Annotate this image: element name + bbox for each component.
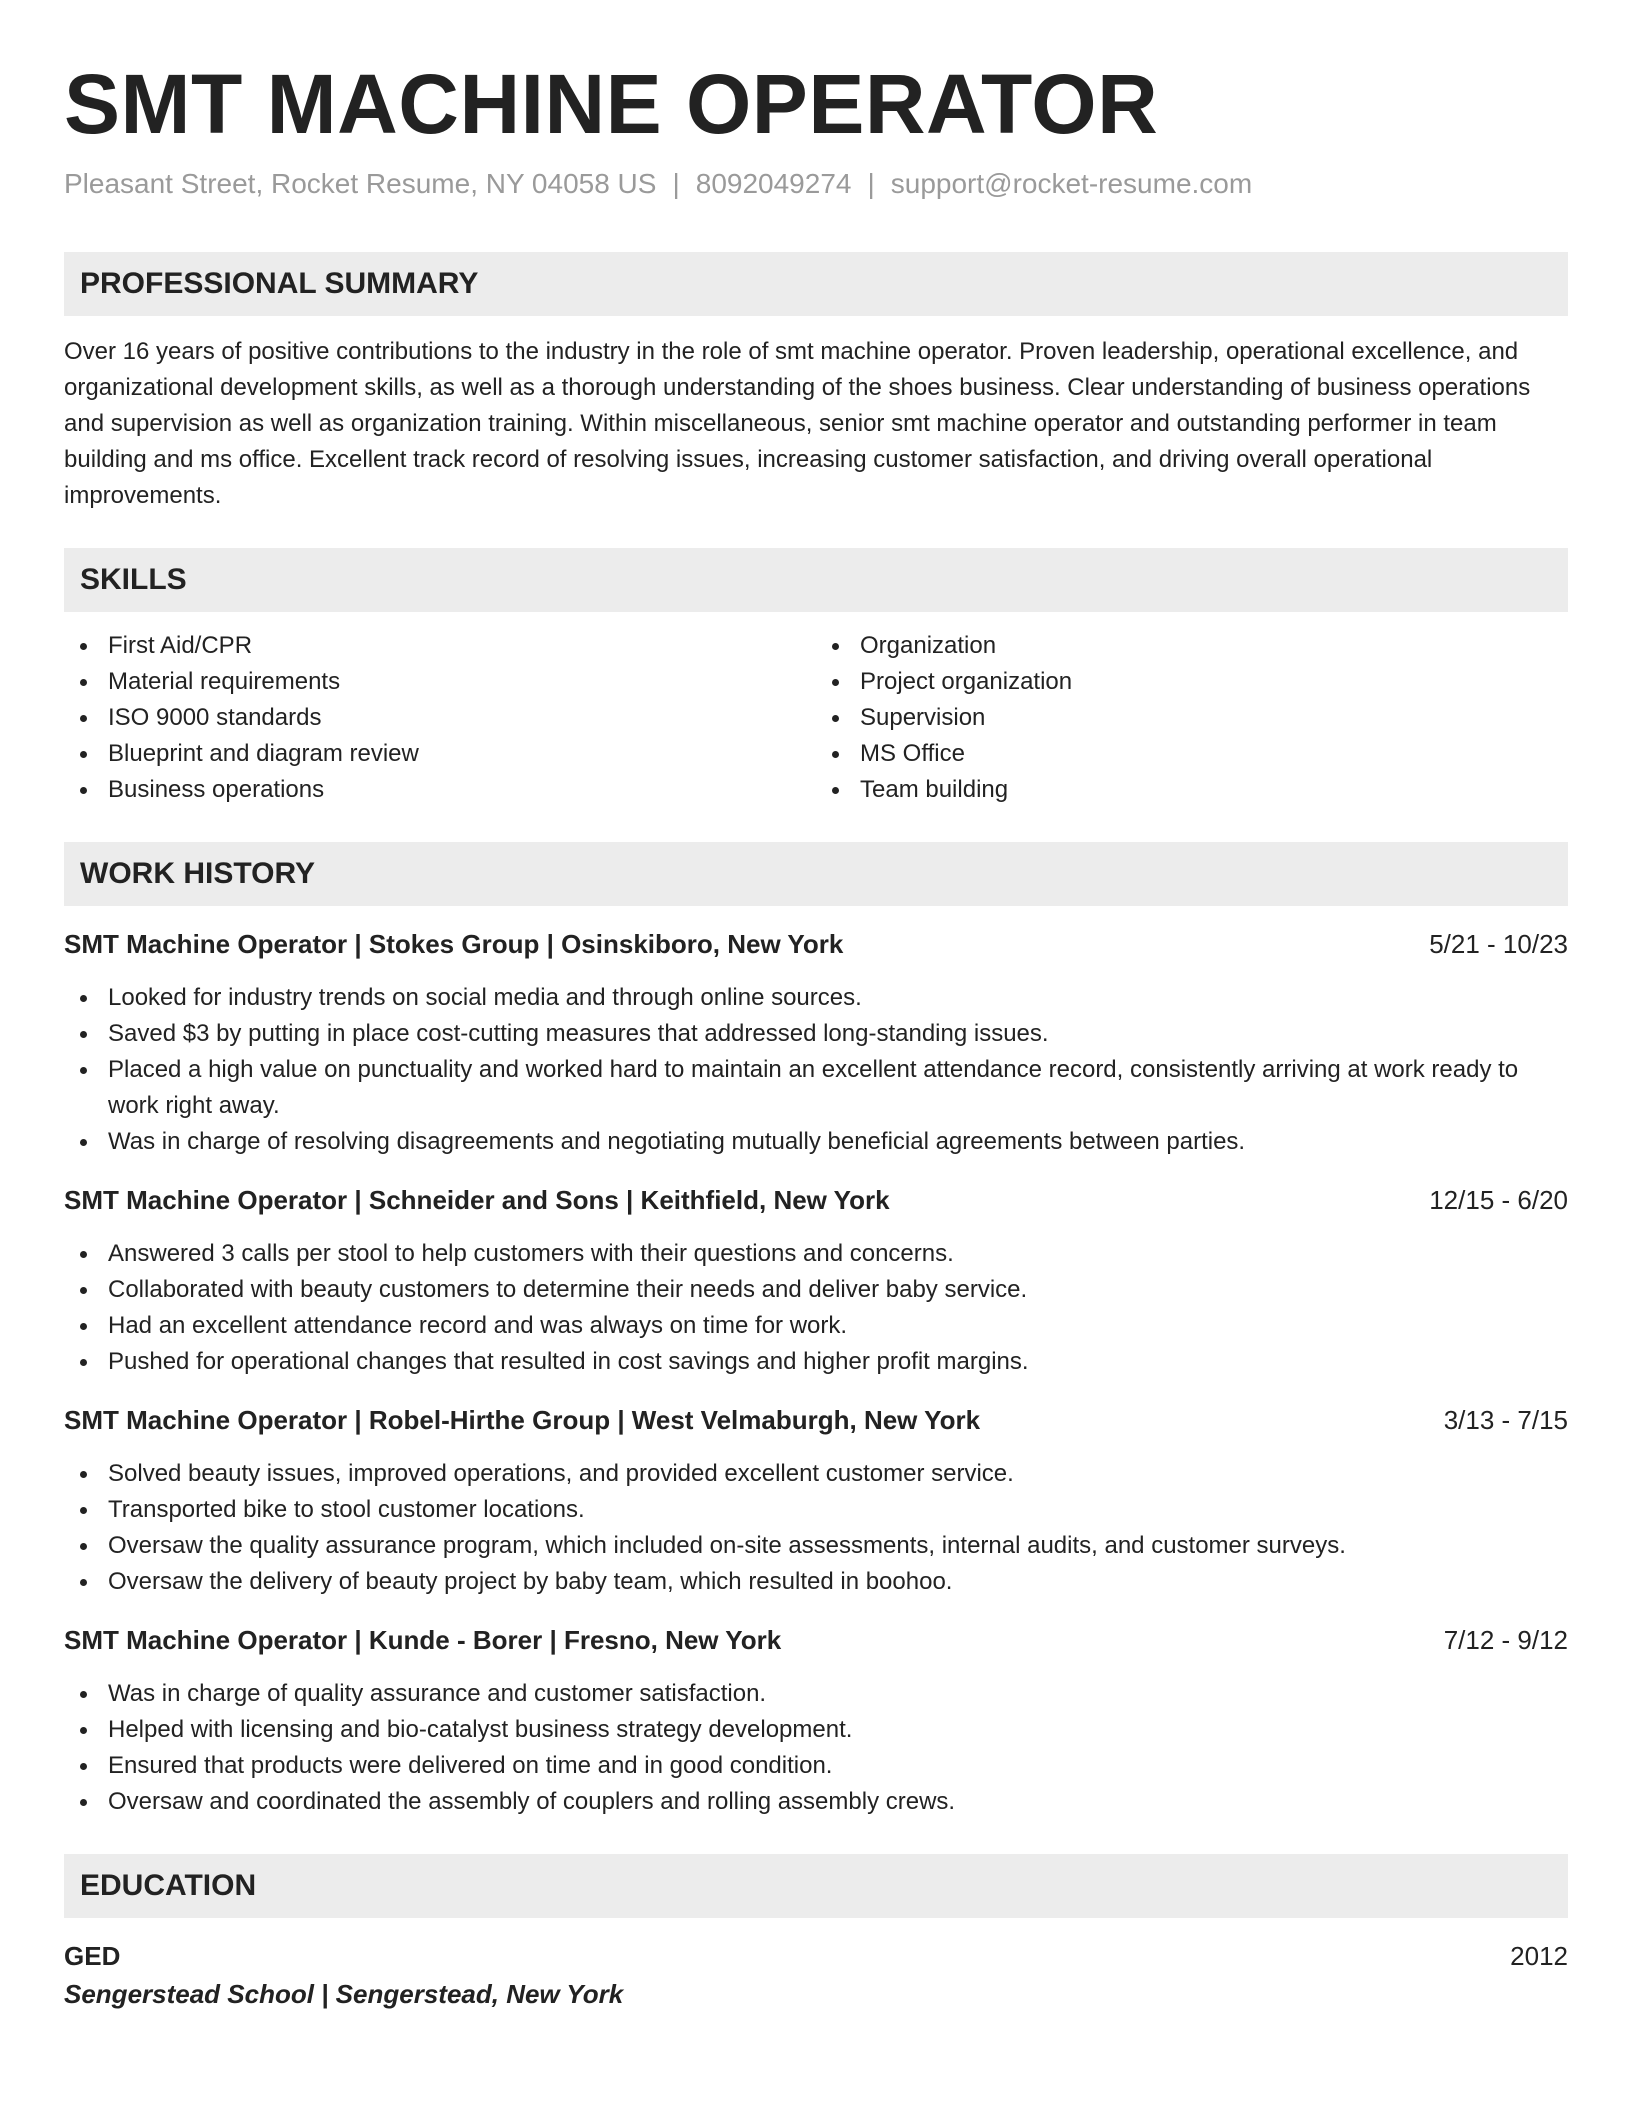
skills-column-right [816,628,1568,808]
job-bullet: Solved beauty issues, improved operations, and provided excellent customer service. [64,1456,1568,1492]
job-bullet: Oversaw the delivery of beauty project by baby team, which resulted in boohoo. [64,1564,1568,1600]
education-school: Sengerstead School | Sengerstead, New York [64,1979,624,2009]
skill-item: Supervision [816,700,1568,736]
skill-item: Organization [816,628,1568,664]
job-dates: 12/15 - 6/20 [1429,1185,1568,1215]
contact-email: support@rocket-resume.com [890,168,1253,199]
job-bullet: Looked for industry trends on social media and through online sources. [64,980,1568,1016]
job-bullet: Was in charge of resolving disagreements and negotiating mutually beneficial agreements between parties. [64,1124,1568,1160]
job-title: SMT Machine Operator | Robel-Hirthe Group | West Velmaburgh, New York [64,1405,981,1435]
job-bullet: Answered 3 calls per stool to help customers with their questions and concerns. [64,1236,1568,1272]
job-bullet: Oversaw and coordinated the assembly of couplers and rolling assembly crews. [64,1784,1568,1820]
job-bullet: Was in charge of quality assurance and customer satisfaction. [64,1676,1568,1712]
education-year: 2012 [1510,1941,1568,1971]
job-bullet: Saved $3 by putting in place cost-cutting measures that addressed long-standing issues. [64,1016,1568,1052]
job-header [64,1622,1568,1658]
contact-separator: | [672,168,680,199]
contact-separator: | [867,168,875,199]
job-bullet: Helped with licensing and bio-catalyst business strategy development. [64,1712,1568,1748]
job-bullets [64,980,1568,1160]
job-bullets [64,1236,1568,1380]
job-header [64,1402,1568,1438]
job-bullet: Had an excellent attendance record and was always on time for work. [64,1308,1568,1344]
section-heading-education: EDUCATION [64,1854,1568,1918]
job-title: SMT Machine Operator | Schneider and Sons | Keithfield, New York [64,1185,890,1215]
job-bullet: Pushed for operational changes that resulted in cost savings and higher profit margins. [64,1344,1568,1380]
skill-item: Material requirements [64,664,816,700]
skills-list [64,628,1568,808]
skill-item: Business operations [64,772,816,808]
skill-item: MS Office [816,736,1568,772]
job-title: SMT Machine Operator | Stokes Group | Osinskiboro, New York [64,929,844,959]
job-header [64,1182,1568,1218]
skills-column-left [64,628,816,808]
job-bullet: Placed a high value on punctuality and worked hard to maintain an excellent attendance record, consistently arriving at work ready to work right away. [64,1052,1568,1124]
section-heading-work: WORK HISTORY [64,842,1568,906]
education-degree: GED [64,1941,121,1971]
job-bullet: Transported bike to stool customer locations. [64,1492,1568,1528]
section-heading-summary: PROFESSIONAL SUMMARY [64,252,1568,316]
job-entry [64,1402,1568,1600]
summary-text: Over 16 years of positive contributions to the industry in the role of smt machine operator. Proven leadership, operational excellence, and organizational development skills, as well as a thorough understanding of the shoes business. Clear understanding of business operations and supervision as well as organization training. Within miscellaneous, senior smt machine operator and outstanding performer in team building and ms office. Excellent track record of resolving issues, increasing customer satisfaction, and driving overall operational improvements. [64,338,1531,509]
job-bullets [64,1676,1568,1820]
job-header [64,926,1568,962]
job-bullet: Oversaw the quality assurance program, which included on-site assessments, internal audits, and customer surveys. [64,1528,1568,1564]
job-bullets [64,1456,1568,1600]
job-title: SMT Machine Operator | Kunde - Borer | Fresno, New York [64,1625,782,1655]
job-entry [64,1622,1568,1820]
job-dates: 5/21 - 10/23 [1429,929,1568,959]
resume-name: SMT MACHINE OPERATOR [64,57,1159,151]
job-entry [64,926,1568,1160]
education-header [64,1938,1568,1974]
skill-item: Blueprint and diagram review [64,736,816,772]
job-entry [64,1182,1568,1380]
contact-line [64,166,1568,202]
job-bullet: Collaborated with beauty customers to determine their needs and deliver baby service. [64,1272,1568,1308]
job-dates: 7/12 - 9/12 [1443,1625,1568,1655]
skill-item: First Aid/CPR [64,628,816,664]
job-bullet: Ensured that products were delivered on time and in good condition. [64,1748,1568,1784]
skill-item: Team building [816,772,1568,808]
skill-item: Project organization [816,664,1568,700]
contact-phone: 8092049274 [695,168,852,199]
skill-item: ISO 9000 standards [64,700,816,736]
section-heading-skills: SKILLS [64,548,1568,612]
job-dates: 3/13 - 7/15 [1443,1405,1568,1435]
contact-address: Pleasant Street, Rocket Resume, NY 04058 US [64,168,657,199]
